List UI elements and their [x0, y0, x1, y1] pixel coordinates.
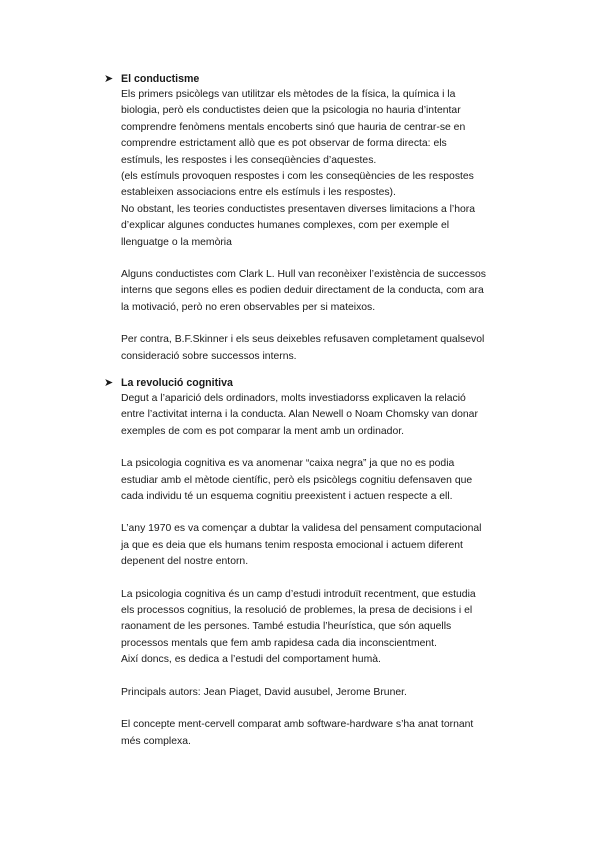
text-line: processos mentals que fem amb rapidesa cada dia inconscientment. — [121, 637, 437, 649]
text-line: entre l’activitat interna i la conducta. Alan Newell o Noam Chomsky van donar — [121, 409, 478, 421]
text-line: depenent del nostre entorn. — [121, 556, 249, 568]
text-line: Els primers psicòlegs van utilitzar els mètodes de la física, la química i la — [121, 89, 456, 100]
paragraph — [104, 87, 504, 251]
text-line: (els estímuls provoquen respostes i com les conseqüències de les respostes — [121, 171, 474, 183]
section-revolucio-cognitiva — [104, 375, 504, 750]
text-line: Principals autors: Jean Piaget, David ausubel, Jerome Bruner. — [121, 686, 407, 698]
paragraph — [104, 267, 504, 316]
paragraph — [104, 717, 504, 750]
text-line: d’explicar algunes conductes humanes complexes, com per exemple el — [121, 220, 450, 232]
section-conductisme — [104, 71, 504, 365]
text-line: estudiar amb el mètode científic, però els psicòlegs cognitiu defensaven que — [121, 474, 473, 486]
text-line: els processos cognitius, la resolució de problemes, la presa de decisions i el — [121, 605, 473, 617]
text-line: estableixen associacions entre els estímuls i les respostes). — [121, 187, 396, 199]
text-line: llenguatge o la memòria — [121, 236, 232, 248]
section-heading — [104, 71, 504, 87]
text-line: La psicologia cognitiva és un camp d’estudi introduït recentment, que estudia — [121, 588, 476, 600]
paragraph — [104, 332, 504, 365]
bullet-arrow-icon: ➤ — [104, 377, 114, 389]
text-line: raonament de les persones. També estudia l’heurística, que són aquells — [121, 621, 452, 633]
paragraph — [104, 685, 504, 701]
text-line: Per contra, B.F.Skinner i els seus deixebles refusaven completament qualsevol — [121, 334, 485, 346]
text-line: cada individu té un esquema cognitiu preexistent i actuen respecte a ell. — [121, 491, 453, 503]
heading-text: La revolució cognitiva — [121, 377, 233, 389]
text-line: comprendre fenòmens mentals encoberts sinó que hauria de centrar-se en — [121, 121, 466, 133]
text-line: L’any 1970 es va començar a dubtar la validesa del pensament computacional — [121, 523, 482, 535]
text-line: Així doncs, es dedica a l’estudi del comportament humà. — [121, 654, 381, 666]
text-line: més complexa. — [121, 735, 191, 747]
text-line: la motivació, però no eren observables per si mateixos. — [121, 301, 376, 313]
text-line: biologia, però els conductistes deien que la psicologia no hauria d’intentar — [121, 105, 461, 117]
text-line: La psicologia cognitiva es va anomenar “caixa negra” ja que no es podia — [121, 458, 455, 470]
text-line: Degut a l’aparició dels ordinadors, molts investiadorss explicaven la relació — [121, 393, 466, 404]
text-line: exemples de com es pot comparar la ment amb un ordinador. — [121, 425, 405, 437]
text-line: consideració sobre successos interns. — [121, 350, 297, 362]
paragraph — [104, 521, 504, 570]
text-line: interns que segons elles es podien deduir directament de la conducta, com ara — [121, 285, 484, 297]
bullet-arrow-icon: ➤ — [104, 73, 114, 85]
text-line: No obstant, les teories conductistes presentaven diverses limitacions a l’hora — [121, 203, 476, 215]
paragraph — [104, 456, 504, 505]
heading-text: El conductisme — [121, 73, 200, 85]
text-line: Alguns conductistes com Clark L. Hull van reconèixer l’existència de successos — [121, 269, 486, 281]
paragraph — [104, 587, 504, 669]
paragraph — [104, 391, 504, 440]
text-line: ja que es deia que els humans tenim resposta emocional i actuem diferent — [121, 539, 463, 551]
text-line: comprendre estrictament allò que es pot observar de forma directa: els — [121, 138, 447, 150]
text-line: El concepte ment-cervell comparat amb software-hardware s’ha anat tornant — [121, 719, 474, 731]
section-heading — [104, 375, 504, 391]
text-line: estímuls, les respostes i les conseqüències d’aquestes. — [121, 154, 377, 166]
